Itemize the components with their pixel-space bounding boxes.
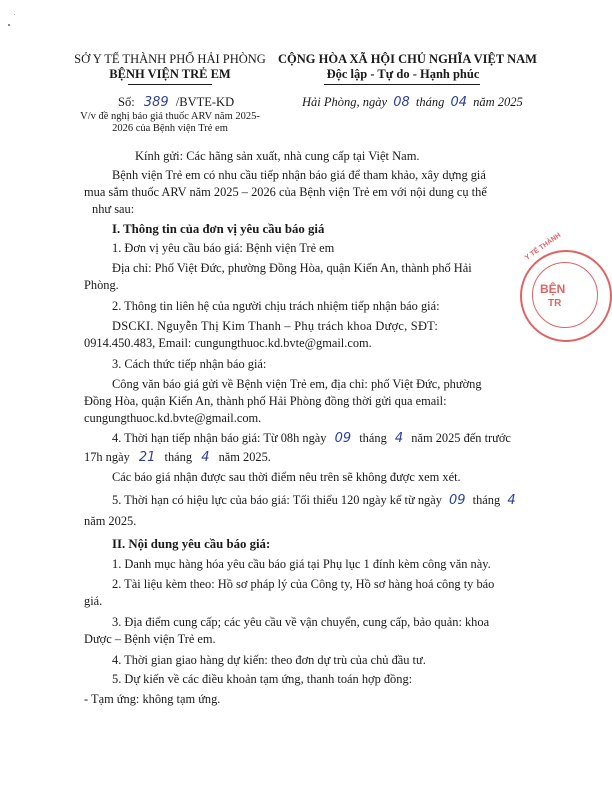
validity-month-handwritten: 4 — [507, 493, 516, 508]
receipt-start-day-handwritten: 09 — [334, 431, 352, 446]
s2-item-2 — [84, 576, 514, 610]
s1-contact — [84, 318, 514, 352]
ministry-name: SỞ Y TẾ THÀNH PHỐ HẢI PHÒNG — [74, 52, 266, 66]
s1-item-5-line-1 — [112, 493, 516, 508]
s1-contact-line: DSCKI. Nguyễn Thị Kim Thanh – Phụ trách khoa Dược, SĐT: — [112, 319, 439, 333]
s1-item-1: 1. Đơn vị yêu cầu báo giá: Bệnh viện Trẻ em — [112, 241, 335, 255]
scan-speck — [8, 24, 10, 26]
motto-underline — [324, 84, 480, 85]
s1-item-2: 2. Thông tin liên hệ của người chịu trách nhiệm tiếp nhận báo giá: — [112, 299, 440, 313]
seal-center-line-1: BỆN — [540, 282, 566, 296]
validity-day-handwritten: 09 — [449, 493, 466, 508]
country-name: CỘNG HÒA XÃ HỘI CHỦ NGHĨA VIỆT NAM — [278, 52, 537, 66]
s1-item4-text: tháng — [359, 431, 387, 445]
intro-line: Bệnh viện Trẻ em có nhu cầu tiếp nhận báo giá để tham khảo, xây dựng giá — [112, 168, 486, 182]
date-day-handwritten: 08 — [393, 95, 410, 110]
section-1-heading: I. Thông tin của đơn vị yêu cầu báo giá — [112, 222, 325, 236]
s1-item-4-line-2 — [84, 450, 271, 465]
s1-item-3: 3. Cách thức tiếp nhận báo giá: — [112, 357, 267, 371]
s1-item-4-line-1 — [112, 431, 511, 446]
salutation: Kính gửi: Các hãng sản xuất, nhà cung cấp tại Việt Nam. — [135, 149, 420, 163]
s1-method — [84, 376, 514, 427]
date-month-handwritten: 04 — [450, 95, 468, 110]
s1-item4-text: năm 2025. — [218, 450, 271, 464]
document-number — [118, 95, 234, 110]
s2-item-5: 5. Dự kiến về các điều khoản tạm ứng, thanh toán hợp đồng: — [112, 672, 413, 686]
s1-method-line: Đồng Hòa, quận Kiến An, thành phố Hải Phòng đồng thời gửi qua email: — [84, 394, 447, 408]
seal-arc-text: Y TẾ THÀNH — [524, 231, 563, 262]
s1-item4-text: 17h ngày — [84, 450, 130, 464]
seal-center-line-2: TR — [548, 298, 562, 309]
hospital-underline — [128, 84, 212, 85]
s1-method-line: cungungthuoc.kd.bvte@gmail.com. — [84, 411, 262, 425]
s1-method-line: Công văn báo giá gửi về Bệnh viện Trẻ em, địa chỉ: phố Việt Đức, phường — [112, 377, 482, 391]
hospital-seal-stamp — [520, 231, 612, 342]
subject-line-1: V/v đề nghị báo giá thuốc ARV năm 2025- — [80, 111, 260, 122]
s1-contact-line: 0914.450.483, Email: cungungthuoc.kd.bvte@gmail.com. — [84, 336, 372, 350]
s2-item2-line: 2. Tài liệu kèm theo: Hồ sơ pháp lý của Công ty, Hồ sơ hàng hoá công ty báo — [112, 577, 495, 591]
s2-advance: - Tạm ứng: không tạm ứng. — [84, 692, 221, 706]
section-2-heading: II. Nội dung yêu cầu báo giá: — [112, 537, 271, 551]
date-place: Hải Phòng, ngày — [302, 95, 388, 109]
s2-item-3 — [84, 614, 514, 648]
date-month-label: tháng — [415, 95, 445, 109]
s2-item2-line: giá. — [84, 594, 103, 608]
document-date — [302, 95, 523, 110]
s1-address-line: Địa chỉ: Phố Việt Đức, phường Đồng Hòa, quận Kiến An, thành phố Hải — [112, 261, 472, 275]
doc-no-handwritten: 389 — [143, 95, 169, 110]
s2-item-4: 4. Thời gian giao hàng dự kiến: theo đơn dự trù của chủ đầu tư. — [112, 653, 426, 667]
hospital-name: BỆNH VIỆN TRẺ EM — [109, 67, 231, 81]
s1-address — [84, 260, 514, 294]
doc-no-prefix: Số: — [118, 95, 135, 109]
receipt-end-day-handwritten: 21 — [138, 450, 156, 465]
s1-address-line: Phòng. — [84, 278, 119, 292]
s2-item-1: 1. Danh mục hàng hóa yêu cầu báo giá tại Phụ lục 1 đính kèm công văn này. — [112, 557, 491, 571]
doc-no-suffix: /BVTE-KD — [175, 95, 235, 109]
intro-paragraph — [84, 167, 514, 218]
s1-item4-text: 4. Thời hạn tiếp nhận báo giá: Từ 08h ngày — [112, 431, 327, 445]
national-motto: Độc lập - Tự do - Hạnh phúc — [326, 67, 480, 81]
intro-line: mua sắm thuốc ARV năm 2025 – 2026 của Bệnh viện Trẻ em với nội dung cụ thể — [84, 185, 487, 199]
date-year: năm 2025 — [473, 95, 523, 109]
s1-item4-text: năm 2025 đến trước — [411, 431, 511, 445]
receipt-end-month-handwritten: 4 — [201, 450, 210, 465]
s2-item3-line: Dược – Bệnh viện Trẻ em. — [84, 632, 216, 646]
subject-line-2: 2026 của Bệnh viện Trẻ em — [112, 123, 228, 134]
s1-item4-text: tháng — [164, 450, 193, 464]
receipt-start-month-handwritten: 4 — [394, 431, 404, 446]
scan-speck — [14, 14, 15, 15]
intro-line: như sau: — [92, 202, 135, 216]
s1-item-5-line-2: năm 2025. — [84, 514, 137, 528]
s1-late-note: Các báo giá nhận được sau thời điểm nêu trên sẽ không được xem xét. — [112, 470, 461, 484]
s1-item5-text: tháng — [472, 493, 501, 507]
s2-item3-line: 3. Địa điểm cung cấp; các yêu cầu về vận chuyển, cung cấp, bảo quản: khoa — [112, 615, 490, 629]
s1-item5-text: 5. Thời hạn có hiệu lực của báo giá: Tối thiểu 120 ngày kể từ ngày — [112, 493, 442, 507]
